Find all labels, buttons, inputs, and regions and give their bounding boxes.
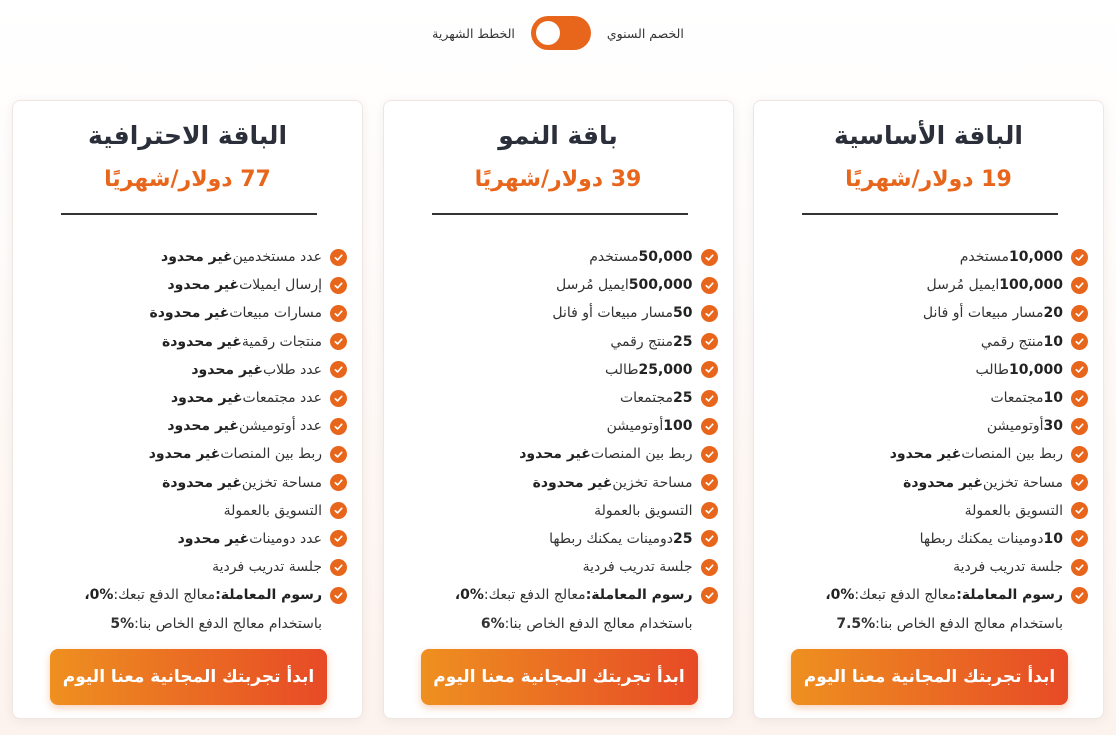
feature-text: مجتمعات xyxy=(619,390,674,407)
feature-value: 100,000 xyxy=(999,277,1063,294)
check-circle-icon xyxy=(1071,249,1088,266)
pricing-card xyxy=(753,100,1104,719)
feature-item xyxy=(398,328,718,356)
feature-text: ربط بين المنصات xyxy=(590,446,693,463)
feature-item xyxy=(768,497,1088,525)
feature-item xyxy=(27,412,347,440)
feature-value: غير محدود xyxy=(161,249,233,266)
plan-price: 77 دولار/شهريًا xyxy=(104,167,271,192)
check-circle-icon xyxy=(1071,305,1088,322)
feature-item xyxy=(398,581,718,609)
check-circle-icon xyxy=(701,333,718,350)
feature-value: 25,000 xyxy=(638,361,693,378)
transaction-fee-continued xyxy=(768,609,1088,637)
feature-item xyxy=(398,553,718,581)
feature-item xyxy=(27,243,347,271)
feature-text: مساحة تخزين xyxy=(612,474,693,491)
divider xyxy=(802,213,1058,215)
feature-value: 0%، xyxy=(84,587,114,604)
check-circle-icon xyxy=(330,361,347,378)
feature-list xyxy=(768,243,1088,638)
feature-text: إرسال ايميلات xyxy=(239,277,322,294)
feature-text: مستخدم xyxy=(959,249,1009,266)
check-circle-icon xyxy=(330,446,347,463)
feature-value: غير محدودة xyxy=(162,474,242,491)
plan-title: الباقة الأساسية xyxy=(834,121,1023,150)
feature-item xyxy=(768,469,1088,497)
feature-item xyxy=(27,469,347,497)
check-circle-icon xyxy=(1071,559,1088,576)
feature-item xyxy=(768,440,1088,468)
check-circle-icon xyxy=(1071,474,1088,491)
feature-text: جلسة تدريب فردية xyxy=(582,559,693,576)
feature-value: رسوم المعاملة: xyxy=(956,587,1063,604)
check-circle-icon xyxy=(330,418,347,435)
feature-item xyxy=(398,412,718,440)
feature-value: غير محدودة xyxy=(532,474,613,491)
check-circle-icon xyxy=(701,474,718,491)
check-circle-icon xyxy=(1071,446,1088,463)
feature-text: جلسة تدريب فردية xyxy=(212,559,322,576)
feature-item xyxy=(398,243,718,271)
check-circle-icon xyxy=(330,530,347,547)
feature-text: أوتوميشن xyxy=(986,418,1044,435)
start-free-trial-button[interactable]: ابدأ تجربتك المجانية معنا اليوم xyxy=(421,649,698,705)
feature-text: منتج رقمي xyxy=(610,333,674,350)
feature-text: دومينات يمكنك ربطها xyxy=(549,530,674,547)
feature-text: مساحة تخزين xyxy=(241,474,322,491)
feature-value: 0%، xyxy=(825,587,855,604)
pricing-cards xyxy=(12,100,1104,719)
feature-text: باستخدام معالج الدفع الخاص بنا: xyxy=(134,615,322,632)
feature-item xyxy=(398,356,718,384)
toggle-knob xyxy=(536,21,560,45)
feature-text: عدد مجتمعات xyxy=(242,390,322,407)
start-free-trial-button[interactable]: ابدأ تجربتك المجانية معنا اليوم xyxy=(791,649,1068,705)
plan-price: 39 دولار/شهريًا xyxy=(474,167,642,192)
feature-value: 100 xyxy=(663,418,693,435)
billing-toggle-row xyxy=(0,16,1116,50)
check-circle-icon xyxy=(701,390,718,407)
feature-value: 10 xyxy=(1043,390,1063,407)
check-circle-icon xyxy=(701,305,718,322)
check-circle-icon xyxy=(1071,333,1088,350)
check-circle-icon xyxy=(1071,390,1088,407)
feature-item xyxy=(398,497,718,525)
feature-value: 30 xyxy=(1043,418,1063,435)
feature-text: مستخدم xyxy=(589,249,639,266)
divider xyxy=(61,213,317,215)
monthly-plans-label[interactable]: الخطط الشهرية xyxy=(432,25,515,41)
feature-text: جلسة تدريب فردية xyxy=(953,559,1063,576)
feature-value: 50 xyxy=(673,305,693,322)
transaction-fee-continued xyxy=(398,609,718,637)
check-circle-icon xyxy=(330,390,347,407)
feature-text: التسويق بالعمولة xyxy=(223,502,322,519)
feature-value: رسوم المعاملة: xyxy=(585,587,693,604)
feature-value: رسوم المعاملة: xyxy=(215,587,322,604)
feature-text: ايميل مُرسل xyxy=(926,277,1000,294)
feature-value: 10,000 xyxy=(1008,249,1063,266)
plan-title: باقة النمو xyxy=(498,121,618,150)
feature-item xyxy=(768,271,1088,299)
feature-item xyxy=(768,299,1088,327)
feature-item xyxy=(398,440,718,468)
check-circle-icon xyxy=(330,277,347,294)
check-circle-icon xyxy=(701,249,718,266)
check-circle-icon xyxy=(330,249,347,266)
check-circle-icon xyxy=(1071,418,1088,435)
feature-item xyxy=(27,328,347,356)
check-circle-icon xyxy=(330,502,347,519)
feature-value: 25 xyxy=(673,530,693,547)
feature-value: 10 xyxy=(1043,530,1063,547)
check-circle-icon xyxy=(701,559,718,576)
feature-item xyxy=(768,356,1088,384)
feature-text: ربط بين المنصات xyxy=(220,446,322,463)
feature-item xyxy=(27,299,347,327)
feature-text: أوتوميشن xyxy=(606,418,664,435)
feature-item xyxy=(398,299,718,327)
feature-item xyxy=(27,356,347,384)
feature-value: 10,000 xyxy=(1008,361,1063,378)
annual-discount-label[interactable]: الخصم السنوي xyxy=(606,25,684,41)
pricing-card xyxy=(12,100,363,719)
feature-text: التسويق بالعمولة xyxy=(594,502,693,519)
divider xyxy=(432,213,688,215)
feature-value: غير محدود xyxy=(167,418,239,435)
feature-text: طالب xyxy=(605,361,639,378)
feature-text: مساحة تخزين xyxy=(982,474,1063,491)
feature-text: ربط بين المنصات xyxy=(961,446,1063,463)
check-circle-icon xyxy=(1071,587,1088,604)
feature-value: غير محدود xyxy=(889,446,962,463)
check-circle-icon xyxy=(701,502,718,519)
feature-value: غير محدودة xyxy=(149,305,230,322)
feature-item xyxy=(398,469,718,497)
check-circle-icon xyxy=(701,277,718,294)
feature-text: مجتمعات xyxy=(990,390,1044,407)
feature-item xyxy=(768,525,1088,553)
check-circle-icon xyxy=(701,587,718,604)
plan-price: 19 دولار/شهريًا xyxy=(845,167,1012,192)
feature-text: معالج الدفع تبعك: xyxy=(483,587,586,604)
feature-value: غير محدود xyxy=(167,277,240,294)
feature-value: 25 xyxy=(673,333,693,350)
feature-item xyxy=(768,581,1088,609)
feature-text: باستخدام معالج الدفع الخاص بنا: xyxy=(875,615,1063,632)
check-circle-icon xyxy=(330,587,347,604)
feature-item xyxy=(768,384,1088,412)
feature-value: 25 xyxy=(673,390,693,407)
check-circle-icon xyxy=(701,418,718,435)
check-circle-icon xyxy=(330,333,347,350)
feature-value: 10 xyxy=(1043,333,1063,350)
feature-value: غير محدودة xyxy=(161,333,242,350)
feature-value: 7.5% xyxy=(836,615,876,632)
feature-item xyxy=(768,328,1088,356)
feature-item xyxy=(398,384,718,412)
feature-text: معالج الدفع تبعك: xyxy=(113,587,216,604)
feature-value: 5% xyxy=(110,615,135,632)
billing-toggle-switch[interactable] xyxy=(531,16,591,50)
check-circle-icon xyxy=(1071,277,1088,294)
feature-item xyxy=(398,525,718,553)
feature-text: عدد دومينات xyxy=(249,530,322,547)
feature-item xyxy=(27,271,347,299)
feature-text: طالب xyxy=(975,361,1009,378)
feature-text: مسار مبيعات أو فانل xyxy=(922,305,1044,322)
feature-value: 500,000 xyxy=(628,277,693,294)
check-circle-icon xyxy=(330,305,347,322)
feature-value: غير محدود xyxy=(170,390,243,407)
feature-text: منتج رقمي xyxy=(980,333,1044,350)
plan-title: الباقة الاحترافية xyxy=(87,121,288,150)
feature-text: مسار مبيعات أو فانل xyxy=(552,305,674,322)
feature-value: غير محدودة xyxy=(903,474,983,491)
feature-text: مسارات مبيعات xyxy=(229,305,322,322)
feature-item xyxy=(768,412,1088,440)
feature-text: دومينات يمكنك ربطها xyxy=(919,530,1044,547)
feature-text: معالج الدفع تبعك: xyxy=(854,587,957,604)
check-circle-icon xyxy=(1071,502,1088,519)
feature-value: غير محدود xyxy=(177,530,250,547)
feature-item xyxy=(27,384,347,412)
feature-text: عدد طلاب xyxy=(262,361,322,378)
feature-text: منتجات رقمية xyxy=(241,333,322,350)
check-circle-icon xyxy=(701,361,718,378)
feature-list xyxy=(398,243,718,638)
check-circle-icon xyxy=(330,559,347,576)
feature-item xyxy=(27,440,347,468)
feature-item xyxy=(27,553,347,581)
feature-value: 20 xyxy=(1043,305,1063,322)
feature-value: غير محدود xyxy=(148,446,221,463)
feature-text: التسويق بالعمولة xyxy=(964,502,1063,519)
feature-value: غير محدود xyxy=(191,361,263,378)
feature-value: 0%، xyxy=(454,587,484,604)
feature-text: عدد أوتوميشن xyxy=(238,418,322,435)
feature-value: 6% xyxy=(480,615,505,632)
feature-item xyxy=(398,271,718,299)
pricing-card xyxy=(383,100,734,719)
check-circle-icon xyxy=(701,530,718,547)
feature-list xyxy=(27,243,347,638)
feature-item xyxy=(27,581,347,609)
feature-item xyxy=(27,525,347,553)
feature-item xyxy=(27,497,347,525)
check-circle-icon xyxy=(1071,530,1088,547)
check-circle-icon xyxy=(330,474,347,491)
feature-text: ايميل مُرسل xyxy=(556,277,629,294)
check-circle-icon xyxy=(701,446,718,463)
start-free-trial-button[interactable]: ابدأ تجربتك المجانية معنا اليوم xyxy=(50,649,327,705)
transaction-fee-continued xyxy=(27,609,347,637)
feature-item xyxy=(768,243,1088,271)
feature-text: عدد مستخدمين xyxy=(232,249,322,266)
feature-text: باستخدام معالج الدفع الخاص بنا: xyxy=(504,615,693,632)
check-circle-icon xyxy=(1071,361,1088,378)
feature-value: 50,000 xyxy=(638,249,693,266)
feature-item xyxy=(768,553,1088,581)
feature-value: غير محدود xyxy=(519,446,591,463)
